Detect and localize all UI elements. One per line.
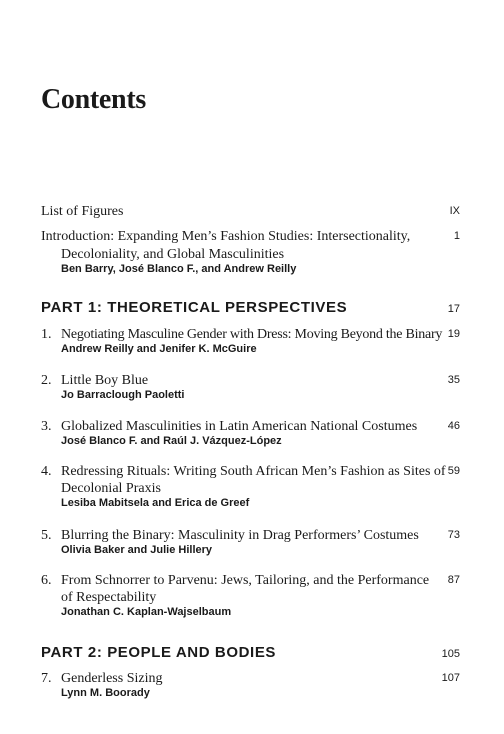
toc-entry-authors: Olivia Baker and Julie Hillery [61, 544, 213, 556]
chapter-title: Redressing Rituals: Writing South African Men’s Fashion as Sites of [61, 464, 446, 479]
chapter-title: Little Boy Blue [61, 373, 149, 388]
toc-entry-introduction-title[interactable]: Introduction: Expanding Men’s Fashion Studies: Intersectionality, [41, 229, 411, 244]
chapter-number: 3. [41, 419, 52, 434]
toc-entry-authors: Jonathan C. Kaplan-Wajselbaum [61, 606, 232, 618]
toc-chapter-6-title-cont[interactable]: of Respectability [61, 590, 157, 605]
toc-entry-authors: José Blanco F. and Raúl J. Vázquez-López [61, 435, 282, 447]
chapter-title: Negotiating Masculine Gender with Dress: Moving Beyond the Binary [61, 327, 443, 342]
toc-chapter-4-title-cont[interactable]: Decolonial Praxis [61, 481, 161, 496]
toc-entry-list-of-figures[interactable]: List of Figures [41, 204, 124, 219]
page-number: 73 [447, 529, 460, 541]
toc-entry-introduction-title-cont[interactable]: Decoloniality, and Global Masculinities [61, 247, 285, 262]
toc-entry-authors: Lesiba Mabitsela and Erica de Greef [61, 497, 250, 509]
page-number: 105 [441, 648, 460, 660]
page-number: 19 [447, 328, 460, 340]
toc-entry-authors: Jo Barraclough Paoletti [61, 389, 185, 401]
chapter-number: 5. [41, 528, 52, 543]
chapter-title: Globalized Masculinities in Latin American National Costumes [61, 419, 418, 434]
page-number: 17 [447, 303, 460, 315]
page-number: 1 [453, 230, 460, 242]
chapter-number: 2. [41, 373, 52, 388]
part-heading[interactable]: PART 1: THEORETICAL PERSPECTIVES [41, 299, 348, 316]
toc-entry-authors: Andrew Reilly and Jenifer K. McGuire [61, 343, 257, 355]
chapter-number: 1. [41, 327, 52, 342]
toc-entry-authors: Ben Barry, José Blanco F., and Andrew Reilly [61, 263, 297, 275]
part-heading[interactable]: PART 2: PEOPLE AND BODIES [41, 644, 277, 661]
page-number: 107 [441, 672, 460, 684]
page-number: 59 [447, 465, 460, 477]
page-number: 87 [447, 574, 460, 586]
chapter-number: 6. [41, 573, 52, 588]
chapter-number: 4. [41, 464, 52, 479]
page-number: IX [449, 205, 460, 217]
toc-entry-authors: Lynn M. Boorady [61, 687, 150, 699]
chapter-title: Blurring the Binary: Masculinity in Drag Performers’ Costumes [61, 528, 419, 543]
chapter-number: 7. [41, 671, 52, 686]
page-title: Contents [41, 84, 146, 115]
page-number: 35 [447, 374, 460, 386]
page-number: 46 [447, 420, 460, 432]
chapter-title: From Schnorrer to Parvenu: Jews, Tailoring, and the Performance [61, 573, 430, 588]
chapter-title: Genderless Sizing [61, 671, 163, 686]
